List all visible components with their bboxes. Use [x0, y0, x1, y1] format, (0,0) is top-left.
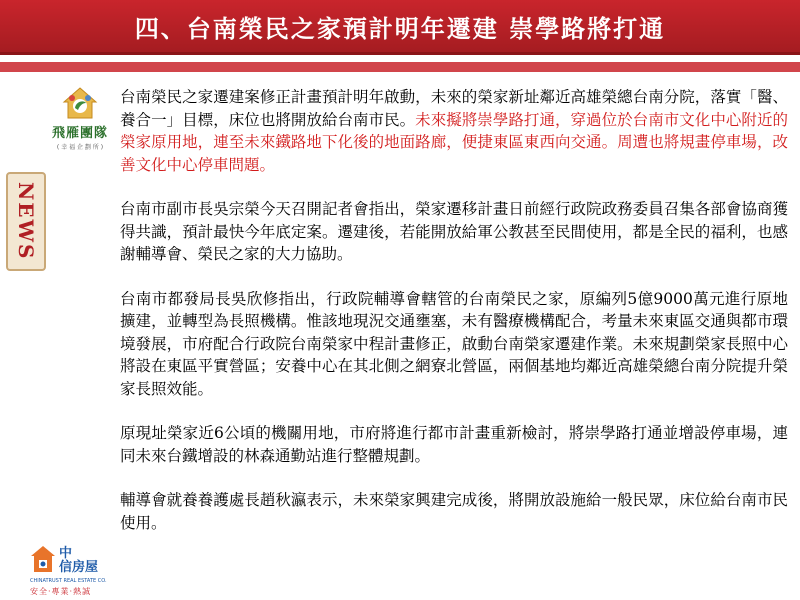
team-logo-name: 飛雁團隊 — [51, 126, 108, 141]
article-paragraph-5: 輔導會就養養護處長趙秋瀛表示，未來榮家興建完成後，將開放設施給一般民眾，床位給台南市民使用。 — [120, 491, 788, 532]
paragraph-1-text: 台南榮民之家遷建案修正計畫預計明年啟動，未來的榮家新址鄰近高雄榮總台南分院，落實「醫、養合一」目標，床位也將開放給台南市民。 — [120, 88, 788, 129]
company-logo-english: CHINATRUST REAL ESTATE CO. — [30, 578, 107, 584]
paragraph-1-highlight: 未來擬將崇學路打通，穿過位於台南市文化中心附近的榮家原用地，連至未來鐵路地下化後的地面路廊，便捷東區東西向交通。周遭也將規畫停車場，改善文化中心停車問題。 — [120, 110, 788, 174]
house-logo-icon — [30, 545, 56, 577]
title-banner — [0, 0, 800, 52]
article-paragraph-2: 台南市副市長吳宗榮今天召開記者會指出，榮家遷移計畫日前經行政院政務委員召集各部會協商獲得共識，預計最快今年底定案。遷建後，若能開放給軍公教甚至民間使用，都是全民的福利，也感謝輔導會、榮民之家的大力協助。 — [120, 200, 788, 263]
article-paragraph-3: 台南市都發局長吳欣修指出，行政院輔導會轄管的台南榮民之家，原編列5億9000萬元進行原地擴建，並轉型為長照機構。惟該地現況交通壅塞，未有醫療機構配合，考量未來東區交通與都市環境發展，市府配合行政院台南榮家中程計畫修正，啟動台南榮家遷建作業。未來規劃榮家長照中心將設在東區平實營區；安養中心在其北側之網寮北營區，兩個基地均鄰近高雄榮總台南分院提升榮家長照效能。 — [120, 289, 788, 398]
news-label: NEWS — [14, 182, 38, 261]
company-logo-name-2: 信房屋 — [59, 560, 99, 575]
team-logo — [44, 86, 116, 160]
title-underline — [0, 52, 800, 55]
company-logo — [30, 545, 110, 595]
team-logo-subtitle: ( 幸 福 企 劃 所 ) — [56, 144, 104, 151]
slide-title: 四、台南榮民之家預計明年遷建 崇學路將打通 — [134, 14, 666, 43]
company-logo-name-1: 中 — [59, 546, 73, 561]
company-logo-slogan: 安全‧專業‧熱誠 — [30, 587, 92, 596]
article-body — [120, 86, 788, 534]
article-paragraph-4: 原現址榮家近6公頃的機關用地，市府將進行都市計畫重新檢討，將崇學路打通並增設停車場，連同未來台鐵增設的林森通勤站進行整體規劃。 — [120, 424, 788, 465]
house-leaf-logo-icon — [44, 86, 116, 120]
decorative-band — [0, 62, 800, 72]
article-paragraph-1 — [120, 86, 788, 176]
news-tab — [6, 172, 46, 271]
